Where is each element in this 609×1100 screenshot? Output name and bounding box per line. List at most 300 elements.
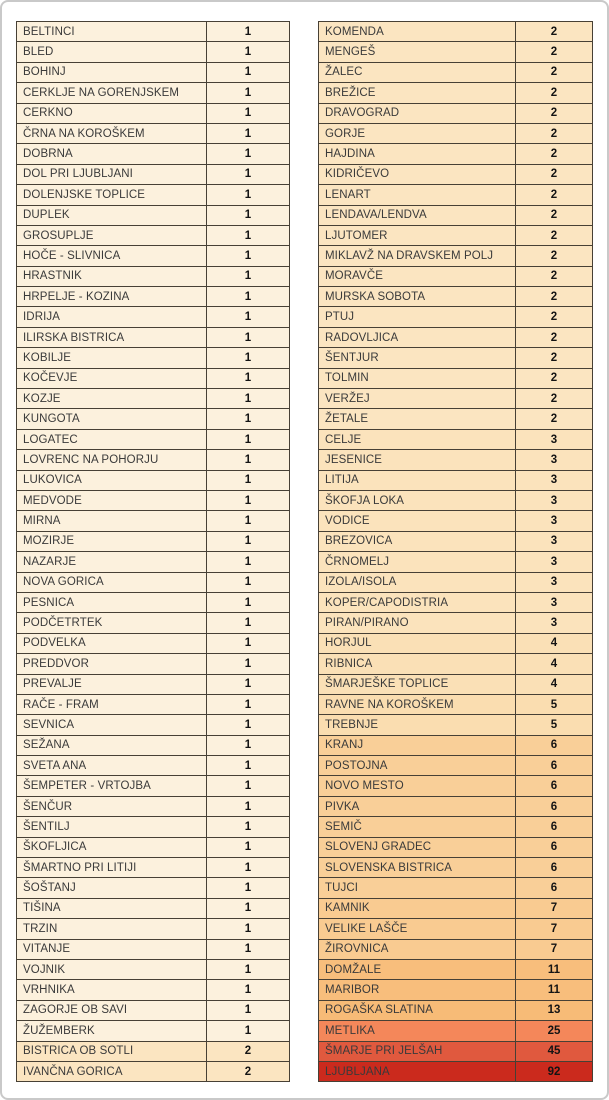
count-cell: 1 bbox=[207, 858, 290, 878]
municipality-name-cell: ŠENČUR bbox=[17, 796, 207, 816]
table-row bbox=[319, 837, 593, 857]
table-row bbox=[17, 22, 290, 42]
count-cell: 1 bbox=[207, 185, 290, 205]
table-row bbox=[17, 592, 290, 612]
municipality-name-cell: PREVALJE bbox=[17, 674, 207, 694]
table-row bbox=[17, 633, 290, 653]
table-row bbox=[17, 613, 290, 633]
count-cell: 1 bbox=[207, 511, 290, 531]
municipality-name-cell: ČRNOMELJ bbox=[319, 552, 516, 572]
count-cell: 1 bbox=[207, 694, 290, 714]
count-cell: 92 bbox=[516, 1061, 593, 1081]
count-cell: 1 bbox=[207, 123, 290, 143]
municipality-name-cell: ŠKOFJA LOKA bbox=[319, 490, 516, 510]
table-row bbox=[17, 817, 290, 837]
table-row bbox=[319, 470, 593, 490]
municipality-name-cell: TUJCI bbox=[319, 878, 516, 898]
table-row bbox=[319, 572, 593, 592]
municipality-name-cell: NOVO MESTO bbox=[319, 776, 516, 796]
table-row bbox=[17, 694, 290, 714]
municipality-name-cell: TOLMIN bbox=[319, 368, 516, 388]
table-row bbox=[319, 878, 593, 898]
municipality-name-cell: BLED bbox=[17, 42, 207, 62]
municipality-name-cell: MOZIRJE bbox=[17, 531, 207, 551]
count-cell: 1 bbox=[207, 531, 290, 551]
count-cell: 1 bbox=[207, 613, 290, 633]
count-cell: 1 bbox=[207, 674, 290, 694]
table-row bbox=[17, 164, 290, 184]
table-row bbox=[319, 1000, 593, 1020]
municipality-name-cell: IVANČNA GORICA bbox=[17, 1061, 207, 1081]
table-row bbox=[319, 490, 593, 510]
municipality-name-cell: KIDRIČEVO bbox=[319, 164, 516, 184]
count-cell: 1 bbox=[207, 368, 290, 388]
municipality-name-cell: GROSUPLJE bbox=[17, 225, 207, 245]
table-body-left bbox=[17, 22, 290, 1082]
municipality-name-cell: ČRNA NA KOROŠKEM bbox=[17, 123, 207, 143]
municipality-name-cell: GORJE bbox=[319, 123, 516, 143]
municipality-name-cell: BREŽICE bbox=[319, 83, 516, 103]
table-row bbox=[319, 327, 593, 347]
municipality-name-cell: KUNGOTA bbox=[17, 409, 207, 429]
municipality-name-cell: PTUJ bbox=[319, 307, 516, 327]
count-cell: 1 bbox=[207, 22, 290, 42]
municipality-name-cell: ŠOŠTANJ bbox=[17, 878, 207, 898]
table-row bbox=[319, 511, 593, 531]
municipality-count-table-right bbox=[318, 21, 593, 1082]
table-row bbox=[17, 837, 290, 857]
municipality-name-cell: RAČE - FRAM bbox=[17, 694, 207, 714]
count-cell: 1 bbox=[207, 307, 290, 327]
table-row bbox=[17, 327, 290, 347]
municipality-name-cell: MENGEŠ bbox=[319, 42, 516, 62]
table-row bbox=[17, 409, 290, 429]
municipality-name-cell: SEVNICA bbox=[17, 715, 207, 735]
count-cell: 3 bbox=[516, 531, 593, 551]
table-row bbox=[17, 368, 290, 388]
table-row bbox=[319, 205, 593, 225]
municipality-name-cell: ZAGORJE OB SAVI bbox=[17, 1000, 207, 1020]
count-cell: 1 bbox=[207, 266, 290, 286]
municipality-name-cell: ROGAŠKA SLATINA bbox=[319, 1000, 516, 1020]
count-cell: 5 bbox=[516, 694, 593, 714]
count-cell: 7 bbox=[516, 919, 593, 939]
table-row bbox=[319, 225, 593, 245]
count-cell: 1 bbox=[207, 409, 290, 429]
municipality-name-cell: ŠMARJE PRI JELŠAH bbox=[319, 1041, 516, 1061]
count-cell: 3 bbox=[516, 470, 593, 490]
table-row bbox=[17, 307, 290, 327]
municipality-name-cell: DRAVOGRAD bbox=[319, 103, 516, 123]
municipality-name-cell: KOČEVJE bbox=[17, 368, 207, 388]
count-cell: 2 bbox=[516, 266, 593, 286]
table-row bbox=[17, 205, 290, 225]
municipality-name-cell: LJUTOMER bbox=[319, 225, 516, 245]
table-row bbox=[319, 980, 593, 1000]
table-row bbox=[319, 858, 593, 878]
count-cell: 1 bbox=[207, 756, 290, 776]
table-row bbox=[319, 1061, 593, 1081]
municipality-name-cell: DUPLEK bbox=[17, 205, 207, 225]
municipality-name-cell: ŽALEC bbox=[319, 62, 516, 82]
table-row bbox=[17, 939, 290, 959]
count-cell: 7 bbox=[516, 939, 593, 959]
municipality-name-cell: DOMŽALE bbox=[319, 959, 516, 979]
municipality-name-cell: HRPELJE - KOZINA bbox=[17, 287, 207, 307]
municipality-name-cell: BISTRICA OB SOTLI bbox=[17, 1041, 207, 1061]
table-row bbox=[319, 368, 593, 388]
count-cell: 1 bbox=[207, 735, 290, 755]
table-row bbox=[17, 756, 290, 776]
table-row bbox=[319, 898, 593, 918]
table-row bbox=[17, 348, 290, 368]
municipality-name-cell: MORAVČE bbox=[319, 266, 516, 286]
count-cell: 1 bbox=[207, 429, 290, 449]
municipality-name-cell: BOHINJ bbox=[17, 62, 207, 82]
municipality-name-cell: IZOLA/ISOLA bbox=[319, 572, 516, 592]
municipality-count-table-left bbox=[16, 21, 290, 1082]
table-row bbox=[319, 592, 593, 612]
count-cell: 4 bbox=[516, 674, 593, 694]
count-cell: 3 bbox=[516, 429, 593, 449]
municipality-name-cell: LUKOVICA bbox=[17, 470, 207, 490]
table-row bbox=[319, 123, 593, 143]
count-cell: 25 bbox=[516, 1021, 593, 1041]
municipality-name-cell: JESENICE bbox=[319, 450, 516, 470]
table-row bbox=[17, 511, 290, 531]
count-cell: 2 bbox=[516, 246, 593, 266]
municipality-name-cell: CERKNO bbox=[17, 103, 207, 123]
municipality-name-cell: LOGATEC bbox=[17, 429, 207, 449]
municipality-name-cell: MIKLAVŽ NA DRAVSKEM POLJ bbox=[319, 246, 516, 266]
count-cell: 2 bbox=[516, 307, 593, 327]
table-row bbox=[17, 225, 290, 245]
count-cell: 3 bbox=[516, 490, 593, 510]
count-cell: 2 bbox=[516, 185, 593, 205]
municipality-name-cell: TRZIN bbox=[17, 919, 207, 939]
count-cell: 2 bbox=[516, 409, 593, 429]
count-cell: 6 bbox=[516, 878, 593, 898]
count-cell: 1 bbox=[207, 225, 290, 245]
table-row bbox=[319, 144, 593, 164]
table-row bbox=[319, 756, 593, 776]
municipality-name-cell: SLOVENJ GRADEC bbox=[319, 837, 516, 857]
table-row bbox=[17, 858, 290, 878]
table-row bbox=[17, 83, 290, 103]
count-cell: 2 bbox=[516, 22, 593, 42]
count-cell: 2 bbox=[516, 205, 593, 225]
count-cell: 6 bbox=[516, 817, 593, 837]
count-cell: 1 bbox=[207, 83, 290, 103]
count-cell: 1 bbox=[207, 246, 290, 266]
count-cell: 1 bbox=[207, 103, 290, 123]
table-row bbox=[17, 552, 290, 572]
table-row bbox=[319, 185, 593, 205]
table-row bbox=[17, 980, 290, 1000]
count-cell: 1 bbox=[207, 552, 290, 572]
table-row bbox=[319, 715, 593, 735]
municipality-name-cell: LOVRENC NA POHORJU bbox=[17, 450, 207, 470]
count-cell: 2 bbox=[207, 1061, 290, 1081]
count-cell: 2 bbox=[516, 389, 593, 409]
municipality-name-cell: ŠMARTNO PRI LITIJI bbox=[17, 858, 207, 878]
count-cell: 1 bbox=[207, 980, 290, 1000]
table-row bbox=[319, 959, 593, 979]
municipality-name-cell: PODČETRTEK bbox=[17, 613, 207, 633]
table-row bbox=[17, 715, 290, 735]
table-row bbox=[17, 776, 290, 796]
table-row bbox=[319, 429, 593, 449]
municipality-name-cell: HORJUL bbox=[319, 633, 516, 653]
municipality-name-cell: LITIJA bbox=[319, 470, 516, 490]
municipality-name-cell: VITANJE bbox=[17, 939, 207, 959]
table-row bbox=[17, 1041, 290, 1061]
municipality-name-cell: MEDVODE bbox=[17, 490, 207, 510]
count-cell: 1 bbox=[207, 164, 290, 184]
table-row bbox=[319, 450, 593, 470]
count-cell: 3 bbox=[516, 552, 593, 572]
count-cell: 2 bbox=[516, 348, 593, 368]
count-cell: 1 bbox=[207, 62, 290, 82]
municipality-name-cell: ŠENTJUR bbox=[319, 348, 516, 368]
count-cell: 1 bbox=[207, 939, 290, 959]
count-cell: 11 bbox=[516, 959, 593, 979]
table-row bbox=[17, 185, 290, 205]
count-cell: 2 bbox=[516, 144, 593, 164]
municipality-name-cell: VELIKE LAŠČE bbox=[319, 919, 516, 939]
count-cell: 2 bbox=[516, 103, 593, 123]
table-row bbox=[17, 103, 290, 123]
table-row bbox=[319, 266, 593, 286]
count-cell: 1 bbox=[207, 633, 290, 653]
municipality-name-cell: MIRNA bbox=[17, 511, 207, 531]
table-row bbox=[17, 389, 290, 409]
count-cell: 11 bbox=[516, 980, 593, 1000]
table-row bbox=[17, 572, 290, 592]
table-row bbox=[319, 552, 593, 572]
count-cell: 1 bbox=[207, 327, 290, 347]
municipality-name-cell: VOJNIK bbox=[17, 959, 207, 979]
municipality-name-cell: ŽETALE bbox=[319, 409, 516, 429]
municipality-name-cell: METLIKA bbox=[319, 1021, 516, 1041]
count-cell: 2 bbox=[516, 225, 593, 245]
municipality-name-cell: VODICE bbox=[319, 511, 516, 531]
table-row bbox=[319, 817, 593, 837]
table-row bbox=[319, 735, 593, 755]
municipality-name-cell: KAMNIK bbox=[319, 898, 516, 918]
municipality-name-cell: ŠMARJEŠKE TOPLICE bbox=[319, 674, 516, 694]
table-row bbox=[319, 103, 593, 123]
table-row bbox=[319, 42, 593, 62]
table-row bbox=[17, 62, 290, 82]
table-row bbox=[17, 919, 290, 939]
municipality-name-cell: ŠKOFLJICA bbox=[17, 837, 207, 857]
table-row bbox=[17, 470, 290, 490]
count-cell: 6 bbox=[516, 858, 593, 878]
municipality-name-cell: SEŽANA bbox=[17, 735, 207, 755]
table-row bbox=[17, 246, 290, 266]
table-row bbox=[319, 307, 593, 327]
count-cell: 1 bbox=[207, 205, 290, 225]
count-cell: 3 bbox=[516, 511, 593, 531]
count-cell: 1 bbox=[207, 654, 290, 674]
municipality-name-cell: CERKLJE NA GORENJSKEM bbox=[17, 83, 207, 103]
table-row bbox=[319, 22, 593, 42]
count-cell: 3 bbox=[516, 572, 593, 592]
table-row bbox=[17, 674, 290, 694]
count-cell: 1 bbox=[207, 490, 290, 510]
municipality-name-cell: TIŠINA bbox=[17, 898, 207, 918]
table-row bbox=[319, 409, 593, 429]
count-cell: 1 bbox=[207, 878, 290, 898]
count-cell: 2 bbox=[516, 83, 593, 103]
municipality-name-cell: DOLENJSKE TOPLICE bbox=[17, 185, 207, 205]
municipality-name-cell: HRASTNIK bbox=[17, 266, 207, 286]
table-row bbox=[17, 735, 290, 755]
table-row bbox=[319, 1021, 593, 1041]
municipality-name-cell: RIBNICA bbox=[319, 654, 516, 674]
table-row bbox=[17, 796, 290, 816]
municipality-name-cell: KOMENDA bbox=[319, 22, 516, 42]
table-row bbox=[17, 144, 290, 164]
count-cell: 1 bbox=[207, 837, 290, 857]
table-row bbox=[17, 1061, 290, 1081]
table-row bbox=[319, 348, 593, 368]
table-row bbox=[17, 429, 290, 449]
municipality-name-cell: SEMIČ bbox=[319, 817, 516, 837]
municipality-name-cell: PREDDVOR bbox=[17, 654, 207, 674]
count-cell: 1 bbox=[207, 1000, 290, 1020]
count-cell: 7 bbox=[516, 898, 593, 918]
table-row bbox=[319, 164, 593, 184]
municipality-name-cell: PESNICA bbox=[17, 592, 207, 612]
municipality-name-cell: LENDAVA/LENDVA bbox=[319, 205, 516, 225]
count-cell: 1 bbox=[207, 1021, 290, 1041]
table-body-right bbox=[319, 22, 593, 1082]
table-row bbox=[319, 62, 593, 82]
municipality-name-cell: CELJE bbox=[319, 429, 516, 449]
municipality-name-cell: ŽUŽEMBERK bbox=[17, 1021, 207, 1041]
count-cell: 13 bbox=[516, 1000, 593, 1020]
municipality-name-cell: HOČE - SLIVNICA bbox=[17, 246, 207, 266]
count-cell: 2 bbox=[516, 42, 593, 62]
municipality-name-cell: HAJDINA bbox=[319, 144, 516, 164]
municipality-name-cell: MARIBOR bbox=[319, 980, 516, 1000]
municipality-name-cell: BELTINCI bbox=[17, 22, 207, 42]
table-row bbox=[17, 266, 290, 286]
table-row bbox=[319, 694, 593, 714]
municipality-name-cell: PIRAN/PIRANO bbox=[319, 613, 516, 633]
table-row bbox=[17, 1000, 290, 1020]
table-row bbox=[319, 1041, 593, 1061]
municipality-name-cell: NAZARJE bbox=[17, 552, 207, 572]
municipality-name-cell: POSTOJNA bbox=[319, 756, 516, 776]
table-row bbox=[319, 939, 593, 959]
table-row bbox=[17, 450, 290, 470]
table-row bbox=[319, 613, 593, 633]
count-cell: 45 bbox=[516, 1041, 593, 1061]
count-cell: 6 bbox=[516, 735, 593, 755]
municipality-name-cell: RADOVLJICA bbox=[319, 327, 516, 347]
municipality-name-cell: DOL PRI LJUBLJANI bbox=[17, 164, 207, 184]
table-row bbox=[319, 531, 593, 551]
count-cell: 1 bbox=[207, 470, 290, 490]
table-row bbox=[17, 959, 290, 979]
municipality-name-cell: KRANJ bbox=[319, 735, 516, 755]
count-cell: 3 bbox=[516, 592, 593, 612]
municipality-name-cell: MURSKA SOBOTA bbox=[319, 287, 516, 307]
municipality-name-cell: DOBRNA bbox=[17, 144, 207, 164]
count-cell: 1 bbox=[207, 796, 290, 816]
municipality-name-cell: KOZJE bbox=[17, 389, 207, 409]
table-row bbox=[17, 898, 290, 918]
count-cell: 4 bbox=[516, 633, 593, 653]
count-cell: 2 bbox=[207, 1041, 290, 1061]
count-cell: 1 bbox=[207, 389, 290, 409]
municipality-name-cell: TREBNJE bbox=[319, 715, 516, 735]
table-row bbox=[319, 776, 593, 796]
count-cell: 6 bbox=[516, 776, 593, 796]
count-cell: 1 bbox=[207, 919, 290, 939]
count-cell: 1 bbox=[207, 959, 290, 979]
table-row bbox=[17, 42, 290, 62]
table-row bbox=[319, 796, 593, 816]
table-row bbox=[17, 490, 290, 510]
count-cell: 2 bbox=[516, 327, 593, 347]
table-row bbox=[319, 389, 593, 409]
count-cell: 1 bbox=[207, 715, 290, 735]
municipality-name-cell: PODVELKA bbox=[17, 633, 207, 653]
count-cell: 6 bbox=[516, 796, 593, 816]
count-cell: 6 bbox=[516, 756, 593, 776]
table-row bbox=[17, 123, 290, 143]
count-cell: 2 bbox=[516, 287, 593, 307]
count-cell: 3 bbox=[516, 450, 593, 470]
table-row bbox=[319, 633, 593, 653]
municipality-name-cell: SVETA ANA bbox=[17, 756, 207, 776]
municipality-name-cell: ŠEMPETER - VRTOJBA bbox=[17, 776, 207, 796]
municipality-name-cell: ŽIROVNICA bbox=[319, 939, 516, 959]
table-row bbox=[319, 246, 593, 266]
table-row bbox=[319, 287, 593, 307]
municipality-name-cell: VRHNIKA bbox=[17, 980, 207, 1000]
municipality-name-cell: BREZOVICA bbox=[319, 531, 516, 551]
municipality-name-cell: NOVA GORICA bbox=[17, 572, 207, 592]
municipality-name-cell: ILIRSKA BISTRICA bbox=[17, 327, 207, 347]
table-row bbox=[17, 654, 290, 674]
table-row bbox=[17, 531, 290, 551]
table-row bbox=[319, 83, 593, 103]
municipality-name-cell: LJUBLJANA bbox=[319, 1061, 516, 1081]
count-cell: 1 bbox=[207, 572, 290, 592]
municipality-name-cell: LENART bbox=[319, 185, 516, 205]
count-cell: 4 bbox=[516, 654, 593, 674]
count-cell: 1 bbox=[207, 144, 290, 164]
municipality-name-cell: IDRIJA bbox=[17, 307, 207, 327]
count-cell: 1 bbox=[207, 817, 290, 837]
municipality-name-cell: VERŽEJ bbox=[319, 389, 516, 409]
count-cell: 2 bbox=[516, 368, 593, 388]
municipality-name-cell: KOBILJE bbox=[17, 348, 207, 368]
table-row bbox=[319, 674, 593, 694]
count-cell: 3 bbox=[516, 613, 593, 633]
count-cell: 1 bbox=[207, 450, 290, 470]
table-row bbox=[17, 287, 290, 307]
municipality-name-cell: ŠENTILJ bbox=[17, 817, 207, 837]
count-cell: 2 bbox=[516, 62, 593, 82]
municipality-name-cell: KOPER/CAPODISTRIA bbox=[319, 592, 516, 612]
count-cell: 1 bbox=[207, 348, 290, 368]
